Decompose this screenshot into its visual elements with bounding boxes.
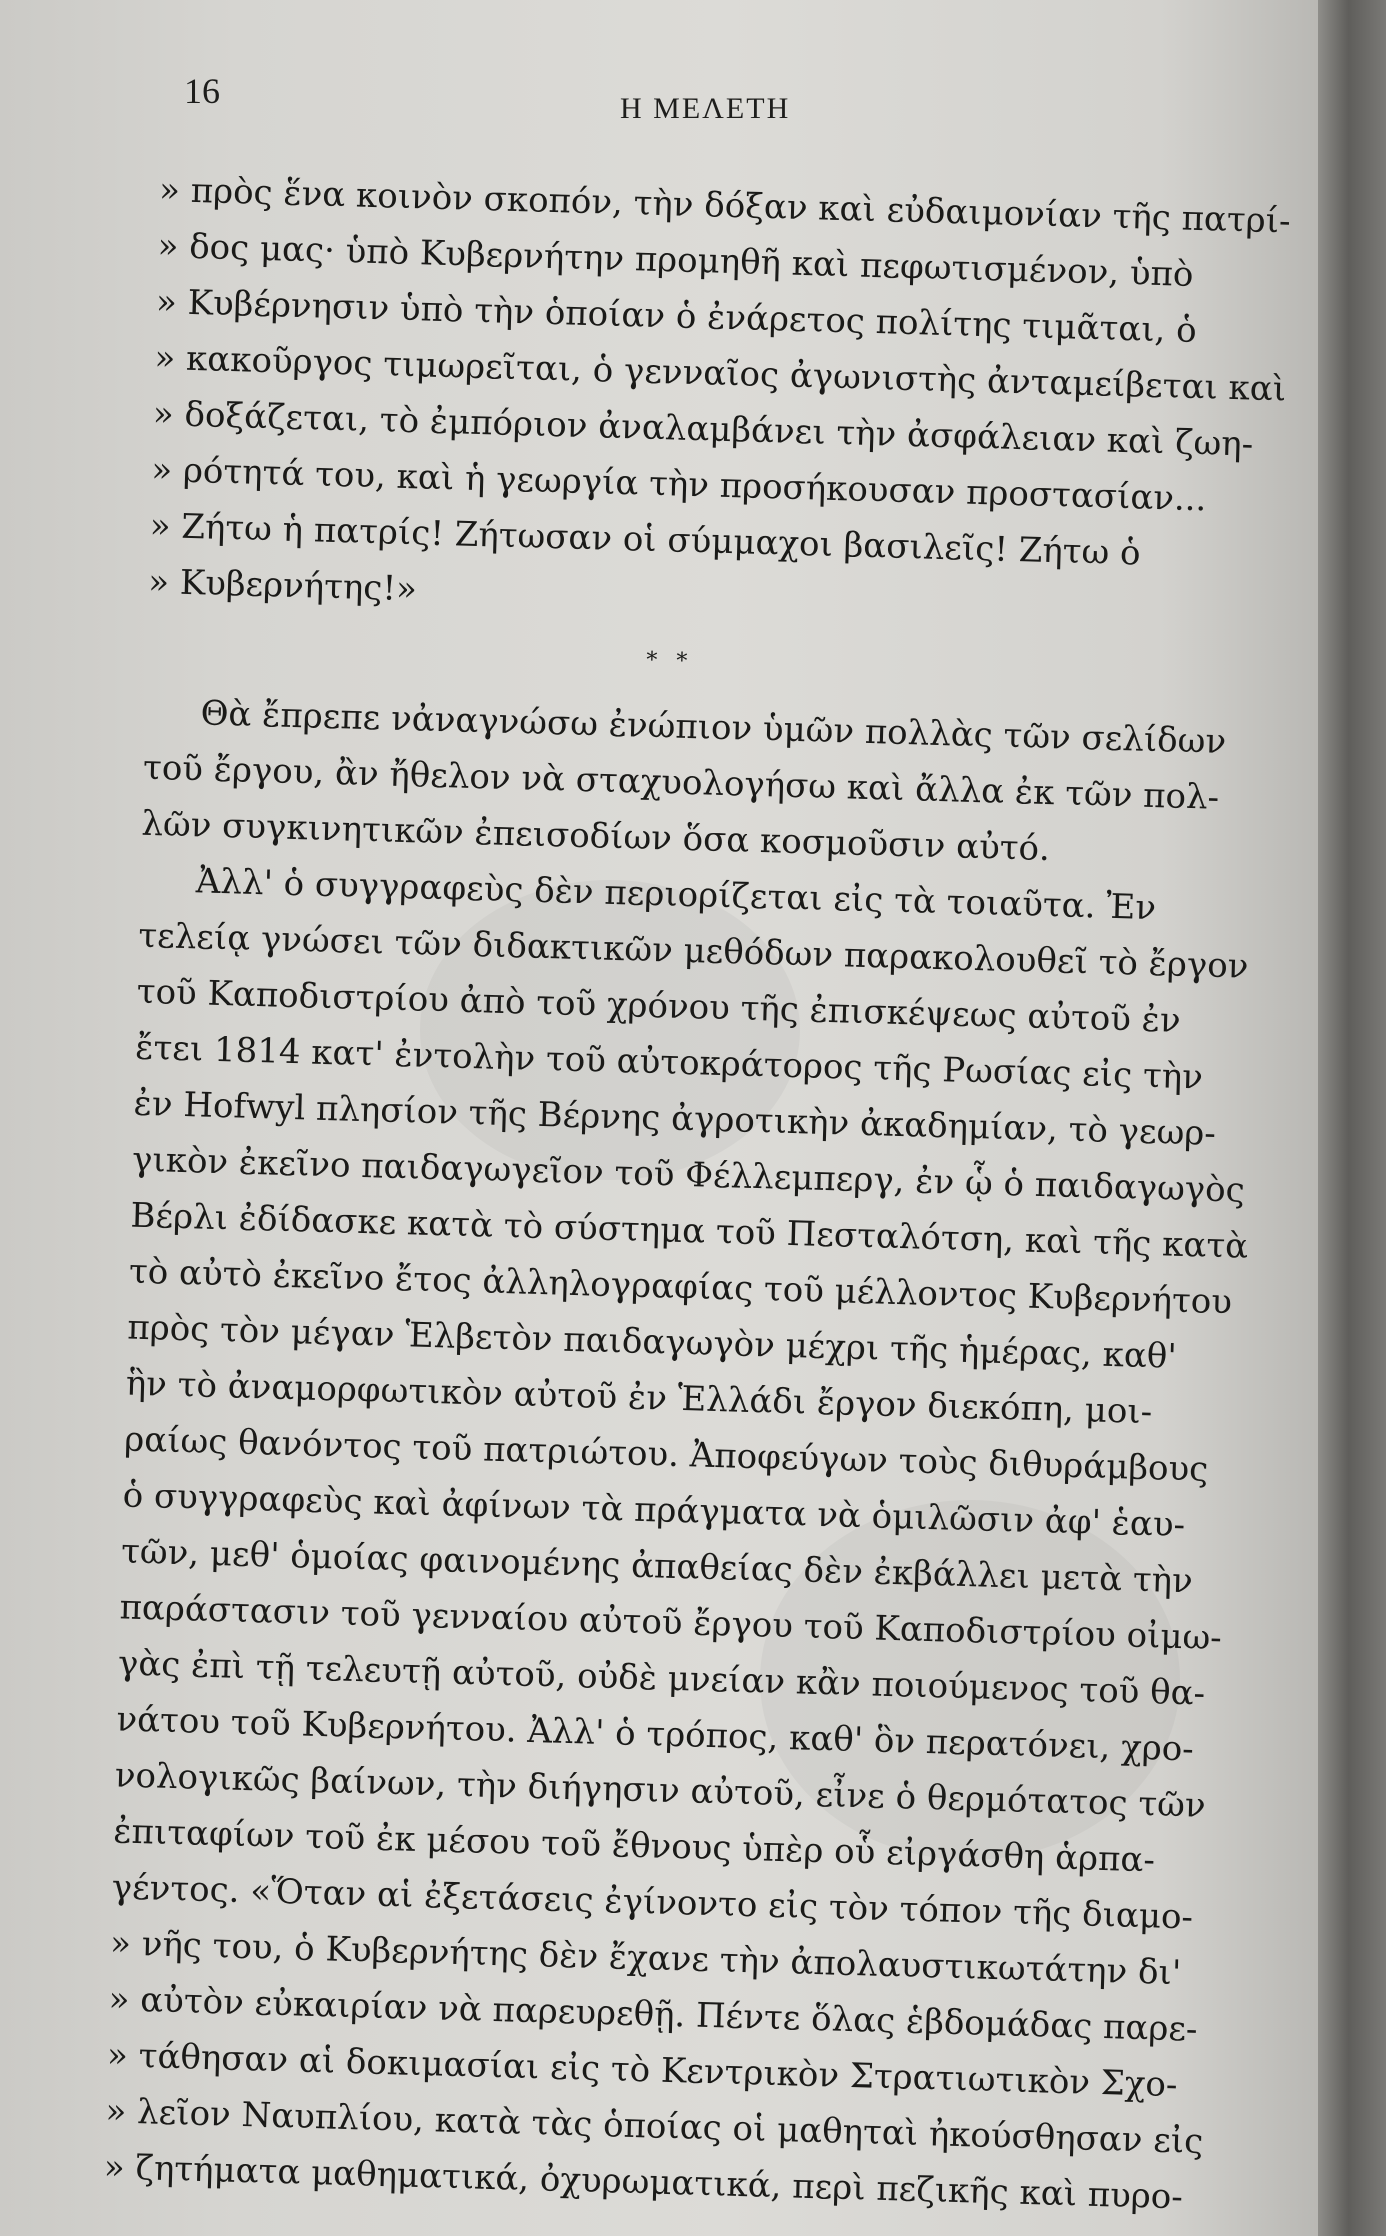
body-line: ἔτει 1814 κατ' ἐντολὴν τοῦ αὐτοκράτορος τῆς Ρωσίας εἰς τὴν [134, 1027, 1204, 1098]
body-line: τοῦ ἔργου, ἂν ἤθελον νὰ σταχυολογήσω καὶ ἄλλα ἐκ τῶν πολ- [142, 747, 1220, 818]
body-line: Ἀλλ' ὁ συγγραφεὺς δὲν περιορίζεται εἰς τὰ τοιαῦτα. Ἐν [195, 861, 1157, 929]
body-line: ὁ συγγραφεὺς καὶ ἀφίνων τὰ πράγματα νὰ ὁμιλῶσιν ἀφ' ἑαυ- [122, 1475, 1186, 1546]
body-line: γέντος. «Ὅταν αἱ ἐξετάσεις ἐγίνοντο εἰς τὸν τόπον τῆς διαμο- [111, 1867, 1194, 1938]
body-line: τὸ αὐτὸ ἐκεῖνο ἔτος ἀλληλογραφίας τοῦ μέλλοντος Κυβερνήτου [128, 1251, 1233, 1323]
body-line: πρὸς τὸν μέγαν Ἑλβετὸν παιδαγωγὸν μέχρι τῆς ἡμέρας, καθ' [126, 1307, 1178, 1377]
body-line: τοῦ Καποδιστρίου ἀπὸ τοῦ χρόνου τῆς ἐπισκέψεως αὐτοῦ ἐν [136, 971, 1182, 1041]
body-line: » ζητήματα μαθηματικά, ὀχυρωματικά, περὶ πεζικῆς καὶ πυρο- [103, 2147, 1184, 2218]
body-line: ἐν Hofwyl πλησίον τῆς Βέρνης ἀγροτικὴν ἀκαδημίαν, τὸ γεωρ- [133, 1083, 1217, 1154]
body-line: ἐπιταφίων τοῦ ἐκ μέσου τοῦ ἔθνους ὑπὲρ οὗ εἰργάσθη ἁρπα- [112, 1811, 1156, 1881]
quote-line: » δος μας· ὑπὸ Κυβερνήτην προμηθῆ καὶ πεφωτισμένον, ὑπὸ [157, 225, 1194, 295]
body-line: παράστασιν τοῦ γενναίου αὐτοῦ ἔργου τοῦ Καποδιστρίου οἰμω- [119, 1587, 1223, 1659]
body-line: γὰς ἐπὶ τῇ τελευτῇ αὐτοῦ, οὐδὲ μνείαν κἂν ποιούμενος τοῦ θα- [117, 1643, 1206, 1714]
quote-line: » ρότητά του, καὶ ἡ γεωργία τὴν προσήκουσαν προστασίαν... [150, 449, 1207, 520]
body-line: τῶν, μεθ' ὁμοίας φαινομένης ἀπαθείας δὲν ἐκβάλλει μετὰ τὴν [120, 1531, 1194, 1602]
section-separator: * * [645, 647, 694, 675]
body-line: » τάθησαν αἱ δοκιμασίαι εἰς τὸ Κεντρικὸν Στρατιωτικὸν Σχο- [106, 2035, 1178, 2106]
body-line: Βέρλι ἐδίδασκε κατὰ τὸ σύστημα τοῦ Πεσταλότση, καὶ τῆς κατὰ [130, 1195, 1249, 1267]
body-line: γικὸν ἐκεῖνο παιδαγωγεῖον τοῦ Φέλλεμπεργ, ἐν ᾧ ὁ παιδαγωγὸς [131, 1139, 1246, 1211]
quote-line: » Κυβέρνησιν ὑπὸ τὴν ὁποίαν ὁ ἐνάρετος πολίτης τιμᾶται, ὁ [155, 281, 1198, 352]
body-line: Θὰ ἔπρεπε νἀναγνώσω ἐνώπιον ὑμῶν πολλὰς τῶν σελίδων [200, 693, 1227, 762]
body-line: » νῆς του, ὁ Κυβερνήτης δὲν ἔχανε τὴν ἀπολαυστικωτάτην δι' [109, 1923, 1182, 1994]
body-line: » λεῖον Ναυπλίου, κατὰ τὰς ὁποίας οἱ μαθηταὶ ἠκούσθησαν εἰς [104, 2091, 1204, 2162]
quote-line: » Ζήτω ἡ πατρίς! Ζήτωσαν οἱ σύμμαχοι βασιλεῖς! Ζήτω ὁ [149, 505, 1142, 574]
quote-line: » Κυβερνήτης!» [147, 561, 418, 610]
book-spine-shadow [1318, 0, 1386, 2236]
body-line: νολογικῶς βαίνων, τὴν διήγησιν αὐτοῦ, εἶνε ὁ θερμότατος τῶν [114, 1755, 1207, 1826]
body-line: λῶν συγκινητικῶν ἐπεισοδίων ὅσα κοσμοῦσιν αὐτό. [140, 803, 1051, 870]
quote-line: » κακοῦργος τιμωρεῖται, ὁ γενναῖος ἀγωνιστὴς ἀνταμείβεται καὶ [153, 337, 1287, 410]
body-line: » αὐτὸν εὐκαιρίαν νὰ παρευρεθῇ. Πέντε ὅλας ἑβδομάδας παρε- [108, 1979, 1199, 2050]
running-title: Η ΜΕΛΕΤΗ [620, 92, 791, 125]
body-line: ραίως θανόντος τοῦ πατριώτου. Ἀποφεύγων τοὺς διθυράμβους [123, 1419, 1209, 1490]
body-line: νάτου τοῦ Κυβερνήτου. Ἀλλ' ὁ τρόπος, καθ' ὃν περατόνει, χρο- [115, 1699, 1195, 1770]
page-number: 16 [184, 71, 220, 111]
page-body [103, 162, 1292, 2226]
quote-line: » δοξάζεται, τὸ ἐμπόριον ἀναλαμβάνει τὴν ἀσφάλειαν καὶ ζωη- [152, 393, 1254, 465]
body-line: τελείᾳ γνώσει τῶν διδακτικῶν μεθόδων παρακολουθεῖ τὸ ἔργον [137, 915, 1249, 987]
quote-line: » πρὸς ἕνα κοινὸν σκοπόν, τὴν δόξαν καὶ εὐδαιμονίαν τῆς πατρί- [158, 169, 1292, 242]
body-line: ἣν τὸ ἀναμορφωτικὸν αὐτοῦ ἐν Ἑλλάδι ἔργον διεκόπη, μοι- [125, 1363, 1153, 1433]
